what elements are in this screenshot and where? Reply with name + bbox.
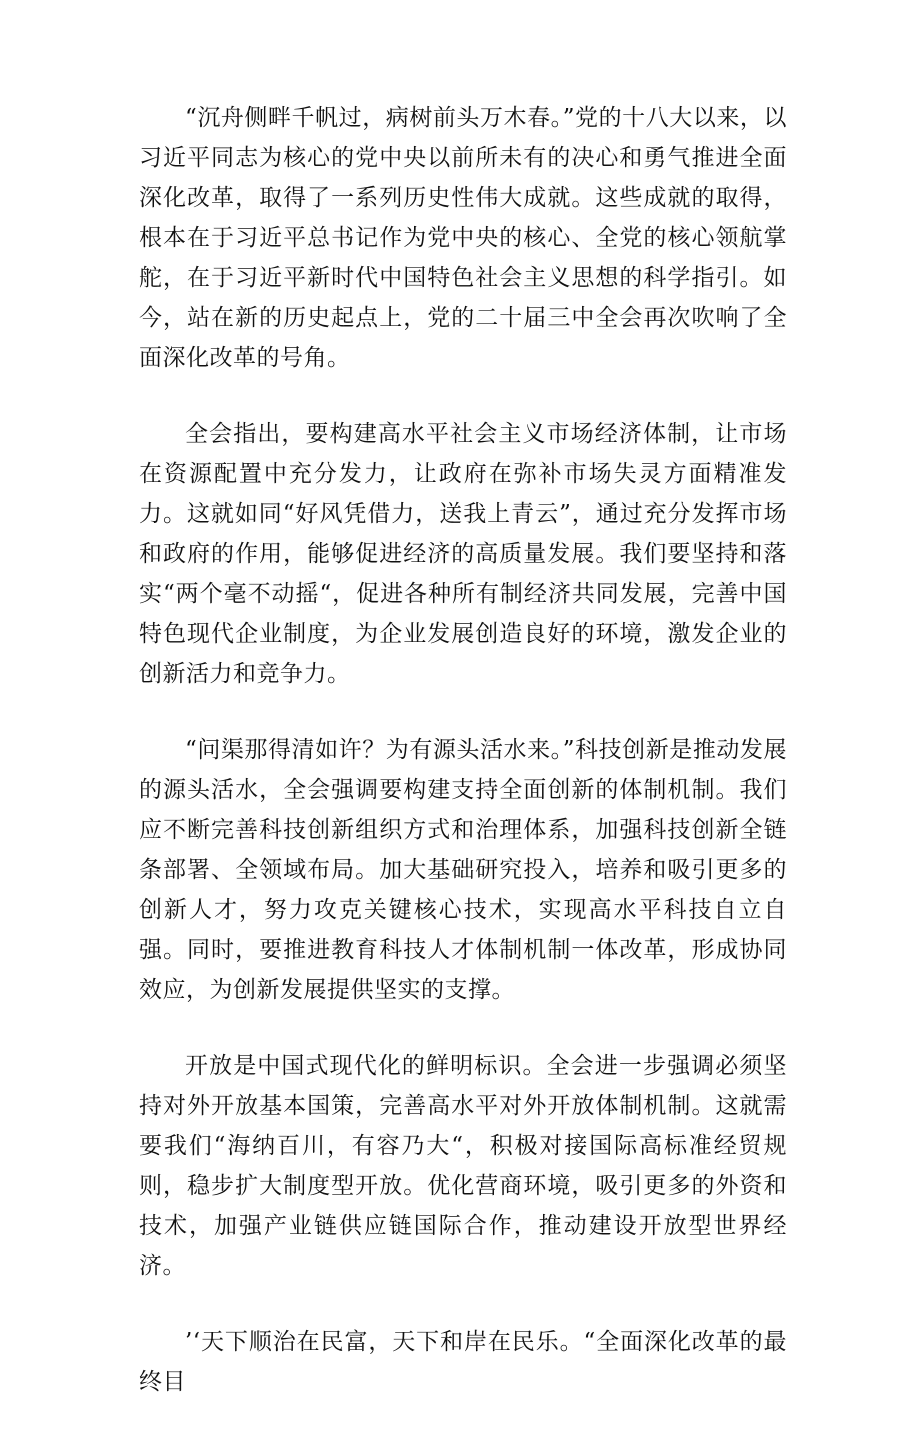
paragraph-5: ’‘天下顺治在民富，天下和岸在民乐。“全面深化改革的最终目 bbox=[139, 1329, 787, 1395]
paragraph-3: “问渠那得清如许？为有源头活水来。”科技创新是推动发展的源头活水，全会强调要构建支持全面创新的体制机制。我们应不断完善科技创新组织方式和治理体系，加强科技创新全链条部署、全领域布局。加大基础研究投入，培养和吸引更多的创新人才，努力攻克关键核心技术，实现高水平科技自立自强。同时，要推进教育科技人才体制机制一体改革，形成协同效应，为创新发展提供坚实的支撑。 bbox=[139, 737, 787, 1003]
document-body bbox=[139, 98, 787, 1438]
paragraph-4: 开放是中国式现代化的鲜明标识。全会进一步强调必须坚持对外开放基本国策，完善高水平对外开放体制机制。这就需要我们“海纳百川，有容乃大“，积极对接国际高标准经贸规则，稳步扩大制度型开放。优化营商环境，吸引更多的外资和技术，加强产业链供应链国际合作，推动建设开放型世界经济。 bbox=[139, 1053, 787, 1279]
paragraph-1: “沉舟侧畔千帆过，病树前头万木春。”党的十八大以来，以习近平同志为核心的党中央以前所未有的决心和勇气推进全面深化改革，取得了一系列历史性伟大成就。这些成就的取得，根本在于习近平总书记作为党中央的核心、全党的核心领航掌舵，在于习近平新时代中国特色社会主义思想的科学指引。如今，站在新的历史起点上，党的二十届三中全会再次吹响了全面深化改革的号角。 bbox=[139, 105, 787, 371]
paragraph-2: 全会指出，要构建高水平社会主义市场经济体制，让市场在资源配置中充分发力，让政府在弥补市场失灵方面精准发力。这就如同“好风凭借力，送我上青云”，通过充分发挥市场和政府的作用，能够促进经济的高质量发展。我们要坚持和落实“两个毫不动摇“，促进各种所有制经济共同发展，完善中国特色现代企业制度，为企业发展创造良好的环境，激发企业的创新活力和竞争力。 bbox=[139, 421, 787, 687]
